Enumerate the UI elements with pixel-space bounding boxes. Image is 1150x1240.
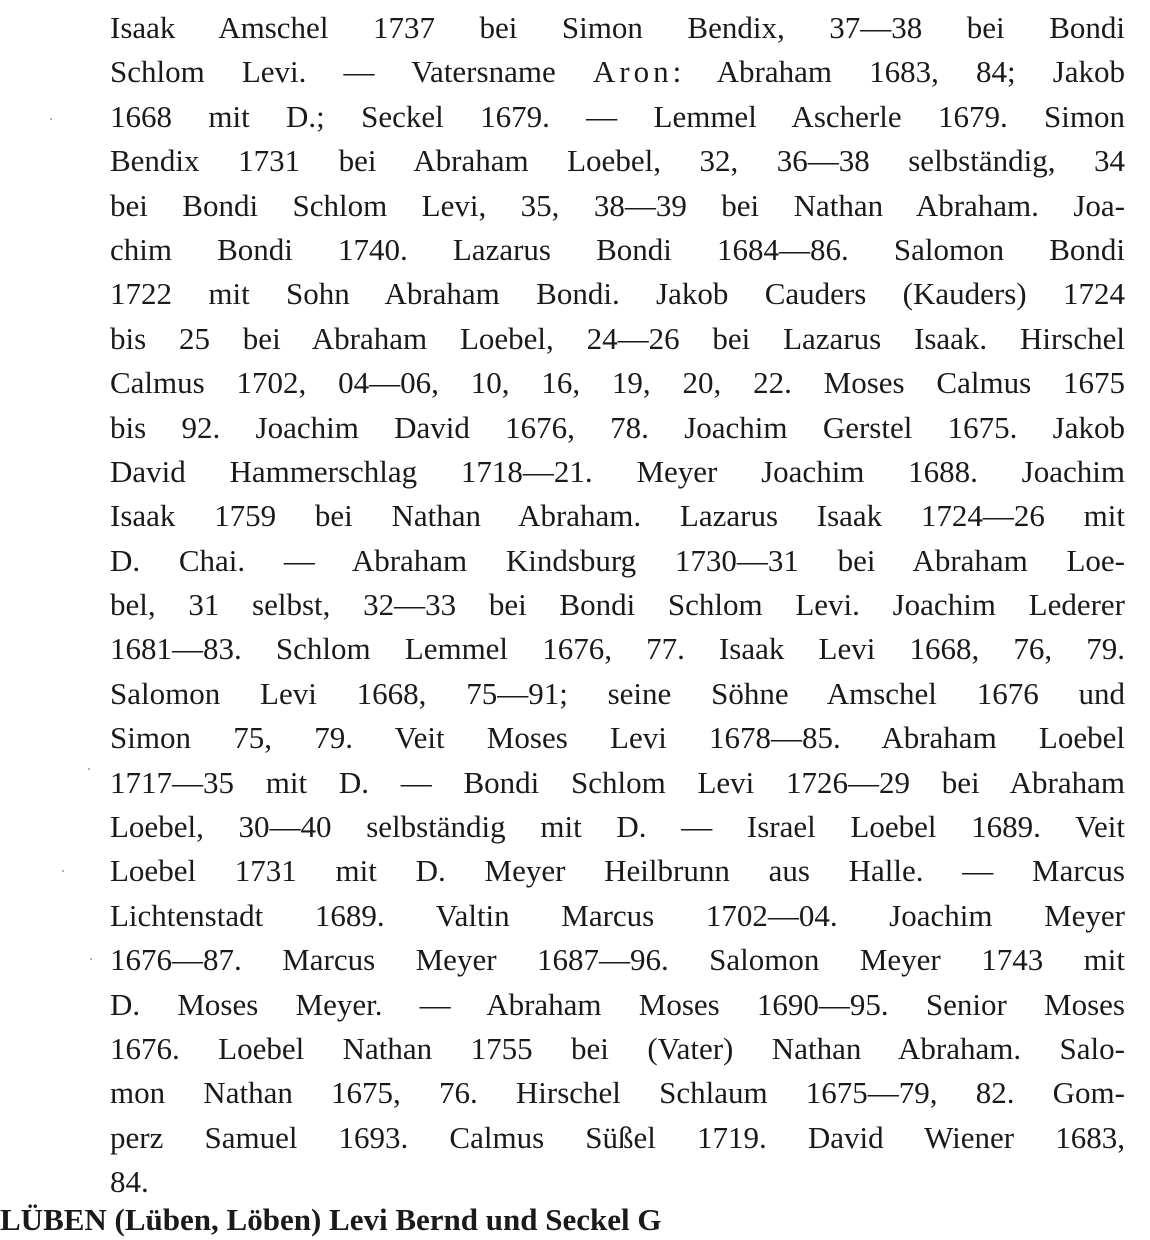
text-line-2 bbox=[110, 50, 1125, 94]
text-line-4: Bendix 1731 bei Abraham Loebel, 32, 36—38 selbständig, 34 bbox=[110, 143, 1125, 179]
text-line-15: 1681—83. Schlom Lemmel 1676, 77. Isaak Levi 1668, 76, 79. bbox=[110, 631, 1125, 667]
text-line-8: bis 25 bei Abraham Loebel, 24—26 bei Lazarus Isaak. Hirschel bbox=[110, 320, 1125, 356]
scan-speck bbox=[50, 118, 52, 120]
text-line-9: Calmus 1702, 04—06, 10, 16, 19, 20, 22. Moses Calmus 1675 bbox=[110, 365, 1125, 401]
text-line-27: 84. bbox=[110, 1164, 149, 1200]
text-line-26: perz Samuel 1693. Calmus Süßel 1719. David Wiener 1683, bbox=[110, 1119, 1125, 1155]
text-line-7: 1722 mit Sohn Abraham Bondi. Jakob Cauders (Kauders) 1724 bbox=[110, 276, 1125, 312]
text-line-3: 1668 mit D.; Seckel 1679. — Lemmel Ascherle 1679. Simon bbox=[110, 98, 1125, 134]
text-line-25: mon Nathan 1675, 76. Hirschel Schlaum 1675—79, 82. Gom- bbox=[110, 1075, 1125, 1111]
text-line-22: 1676—87. Marcus Meyer 1687—96. Salomon Meyer 1743 mit bbox=[110, 942, 1125, 978]
scan-speck bbox=[90, 958, 92, 960]
text-line-23: D. Moses Meyer. — Abraham Moses 1690—95. Senior Moses bbox=[110, 986, 1125, 1022]
scan-speck bbox=[62, 870, 64, 872]
text-line-5: bei Bondi Schlom Levi, 35, 38—39 bei Nathan Abraham. Joa- bbox=[110, 187, 1125, 223]
text-line-19: Loebel, 30—40 selbständig mit D. — Israel Loebel 1689. Veit bbox=[110, 809, 1125, 845]
text-line-21: Lichtenstadt 1689. Valtin Marcus 1702—04. Joachim Meyer bbox=[110, 897, 1125, 933]
scan-speck bbox=[88, 768, 90, 770]
text-line-17: Simon 75, 79. Veit Moses Levi 1678—85. Abraham Loebel bbox=[110, 720, 1125, 756]
text-line-24: 1676. Loebel Nathan 1755 bei (Vater) Nathan Abraham. Salo- bbox=[110, 1030, 1125, 1066]
text-line-2-head: Schlom Levi. — Vatersname bbox=[110, 54, 556, 90]
text-line-12: Isaak 1759 bei Nathan Abraham. Lazarus Isaak 1724—26 mit bbox=[110, 498, 1125, 534]
spaced-name-aron: Aron bbox=[592, 54, 673, 90]
text-line-11: David Hammerschlag 1718—21. Meyer Joachim 1688. Joachim bbox=[110, 453, 1125, 489]
text-line-20: Loebel 1731 mit D. Meyer Heilbrunn aus Halle. — Marcus bbox=[110, 853, 1125, 889]
text-block bbox=[110, 6, 1125, 1205]
text-line-1: Isaak Amschel 1737 bei Simon Bendix, 37—38 bei Bondi bbox=[110, 10, 1125, 45]
text-line-16: Salomon Levi 1668, 75—91; seine Söhne Amschel 1676 und bbox=[110, 675, 1125, 711]
cut-off-heading-line bbox=[0, 1192, 1150, 1237]
text-line-14: bel, 31 selbst, 32—33 bei Bondi Schlom Levi. Joachim Lederer bbox=[110, 587, 1125, 623]
text-line-13: D. Chai. — Abraham Kindsburg 1730—31 bei Abraham Loe- bbox=[110, 542, 1125, 578]
text-line-2-tail: : Abraham 1683, 84; Jakob bbox=[672, 54, 1126, 90]
cut-off-heading-text: LÜBEN (Lüben, Löben) Levi Bernd und Seckel G bbox=[0, 1202, 662, 1237]
text-line-10: bis 92. Joachim David 1676, 78. Joachim Gerstel 1675. Jakob bbox=[110, 409, 1125, 445]
text-line-18: 1717—35 mit D. — Bondi Schlom Levi 1726—29 bei Abraham bbox=[110, 764, 1125, 800]
text-line-6: chim Bondi 1740. Lazarus Bondi 1684—86. Salomon Bondi bbox=[110, 231, 1125, 267]
